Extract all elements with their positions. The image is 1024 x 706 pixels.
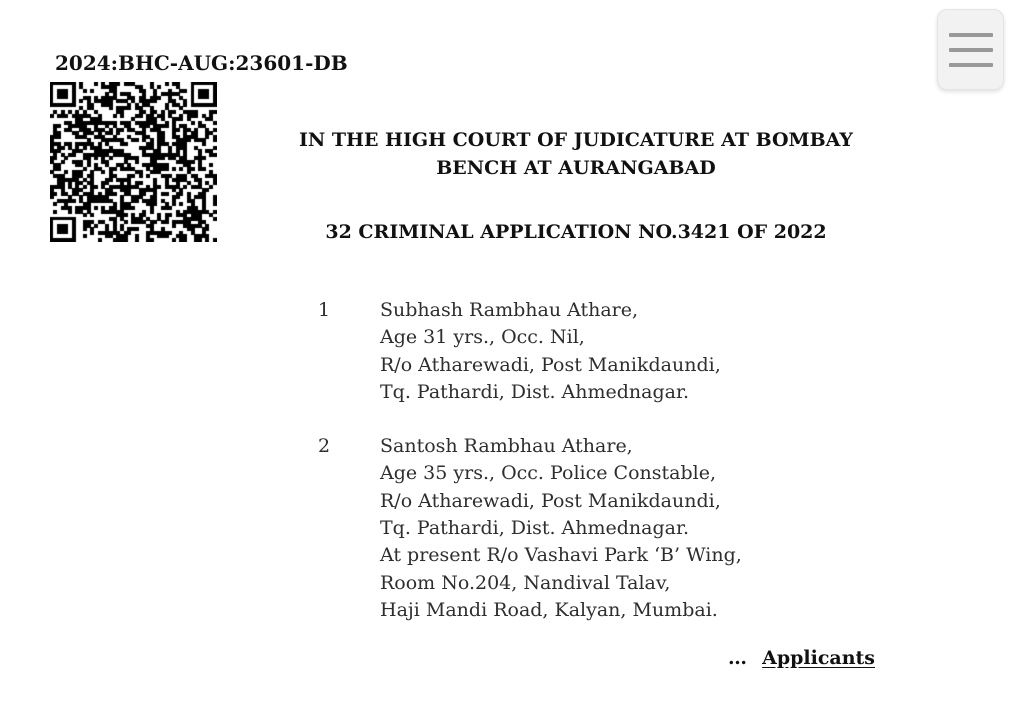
court-title-line1: IN THE HIGH COURT OF JUDICATURE AT BOMBAY	[298, 129, 853, 151]
document-id: 2024:BHC-AUG:23601-DB	[55, 51, 348, 75]
party-line: At present R/o Vashavi Park ‘B’ Wing,	[380, 544, 742, 567]
party-role-row	[575, 647, 875, 669]
party-line: Tq. Pathardi, Dist. Ahmednagar.	[380, 380, 690, 403]
party-index: 2	[318, 435, 331, 458]
party-line: R/o Atharewadi, Post Manikdaundi,	[380, 489, 721, 512]
menu-button[interactable]	[937, 9, 1004, 90]
party-line: Age 35 yrs., Occ. Police Constable,	[380, 462, 716, 485]
party-line: Santosh Rambhau Athare,	[380, 435, 633, 458]
party-line: Haji Mandi Road, Kalyan, Mumbai.	[380, 598, 718, 621]
hamburger-menu-icon	[949, 33, 993, 67]
party-line: Subhash Rambhau Athare,	[380, 299, 639, 321]
court-title	[276, 126, 876, 182]
menu-bar	[949, 48, 993, 52]
party-details	[380, 433, 742, 624]
party-line: Age 31 yrs., Occ. Nil,	[380, 326, 585, 349]
menu-bar	[949, 63, 993, 67]
party-entry-1	[318, 297, 742, 406]
party-line: R/o Atharewadi, Post Manikdaundi,	[380, 353, 721, 376]
applicants-list	[318, 297, 742, 624]
case-number: 32 CRIMINAL APPLICATION NO.3421 OF 2022	[325, 221, 827, 243]
applicants-label: Applicants	[762, 647, 875, 669]
party-details	[380, 297, 721, 406]
role-ellipsis: …	[728, 647, 749, 669]
menu-bar	[949, 33, 993, 37]
court-title-line2: BENCH AT AURANGABAD	[436, 157, 716, 179]
party-line: Room No.204, Nandival Talav,	[380, 571, 671, 594]
qr-code	[50, 82, 217, 242]
party-line: Tq. Pathardi, Dist. Ahmednagar.	[380, 517, 690, 540]
party-entry-2	[318, 433, 742, 624]
party-index: 1	[318, 299, 331, 321]
